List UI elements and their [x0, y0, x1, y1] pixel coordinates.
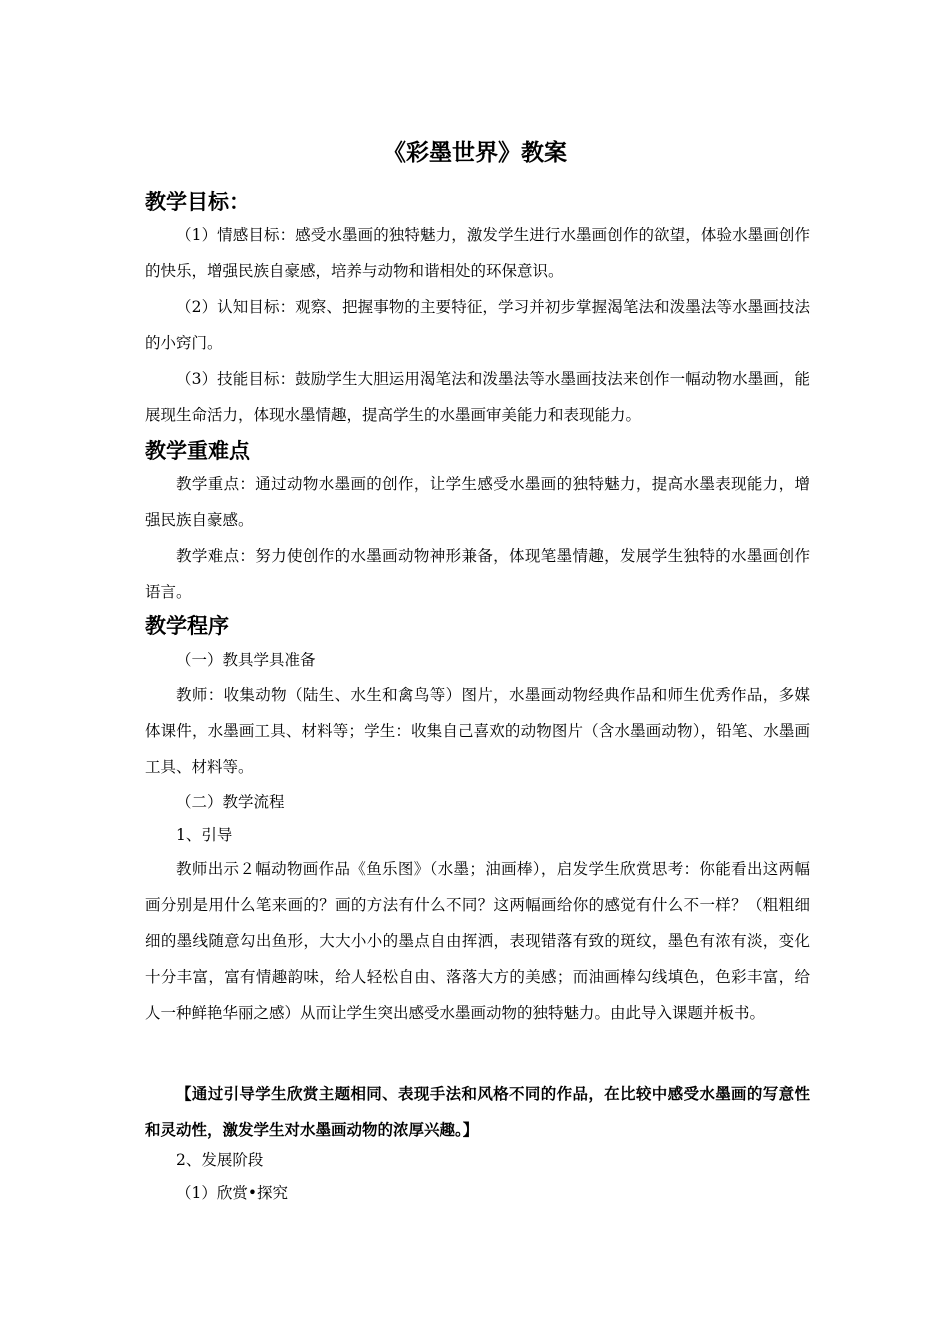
document-title: 《彩墨世界》教案: [383, 140, 567, 166]
goal-skill: （3）技能目标：鼓励学生大胆运用渴笔法和泼墨法等水墨画技法来创作一幅动物水墨画，能展现生命活力，体现水墨情趣，提高学生的水墨画审美能力和表现能力。: [145, 370, 810, 424]
prep-text: 教师：收集动物（陆生、水生和禽鸟等）图片，水墨画动物经典作品和师生优秀作品，多媒体课件，水墨画工具、材料等；学生：收集自己喜欢的动物图片（含水墨画动物），铅笔、水墨画工具、材料等。: [145, 686, 810, 776]
difficult-point: 教学难点：努力使创作的水墨画动物神形兼备，体现笔墨情趣，发展学生独特的水墨画创作语言。: [145, 547, 810, 601]
prep-title: （一）教具学具准备: [176, 651, 316, 669]
step2-subtitle: （1）欣赏•探究: [176, 1184, 289, 1202]
heading-teaching-goals: 教学目标：: [145, 190, 250, 214]
step1-note: 【通过引导学生欣赏主题相同、表现手法和风格不同的作品，在比较中感受水墨画的写意性和灵动性，激发学生对水墨画动物的浓厚兴趣。】: [145, 1084, 810, 1139]
step2-title: 2、发展阶段: [176, 1151, 264, 1169]
key-point: 教学重点：通过动物水墨画的创作，让学生感受水墨画的独特魅力，提高水墨表现能力，增强民族自豪感。: [145, 475, 810, 529]
goal-cognitive: （2）认知目标：观察、把握事物的主要特征，学习并初步掌握渴笔法和泼墨法等水墨画技法的小窍门。: [145, 298, 810, 352]
step1-text: 教师出示２幅动物画作品《鱼乐图》（水墨；油画棒），启发学生欣赏思考：你能看出这两幅画分别是用什么笔来画的？画的方法有什么不同？这两幅画给你的感觉有什么不一样？（粗粗细细的墨线随意勾出鱼形，大大小小的墨点自由挥洒，表现错落有致的斑纹，墨色有浓有淡，变化十分丰富，富有情趣韵味，给人轻松自由、落落大方的美感；而油画棒勾线填色，色彩丰富，给人一种鲜艳华丽之感）从而让学生突出感受水墨画动物的独特魅力。由此导入课题并板书。: [145, 860, 810, 1022]
goal-emotional: （1）情感目标：感受水墨画的独特魅力，激发学生进行水墨画创作的欲望，体验水墨画创作的快乐，增强民族自豪感，培养与动物和谐相处的环保意识。: [145, 226, 810, 280]
flow-title: （二）教学流程: [176, 793, 285, 811]
heading-procedure: 教学程序: [145, 614, 229, 638]
step1-title: 1、引导: [176, 826, 233, 844]
heading-key-points: 教学重难点: [145, 439, 250, 463]
